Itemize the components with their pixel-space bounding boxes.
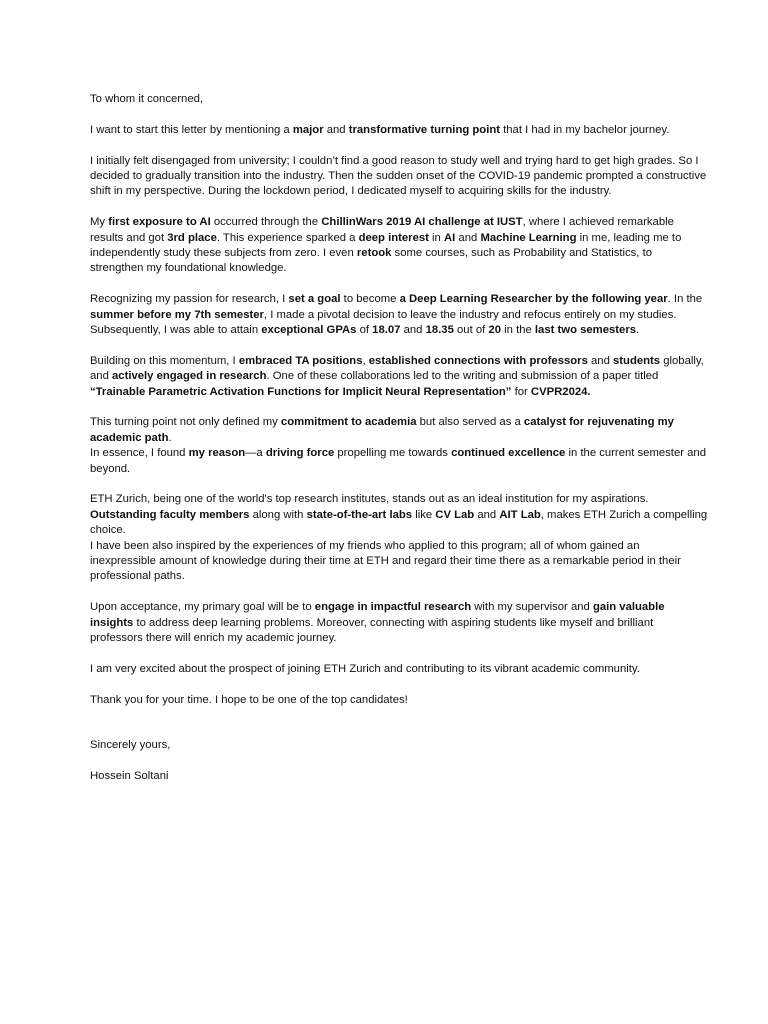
text-run: like: [412, 508, 436, 521]
text-run: My: [90, 216, 109, 229]
text-run: that I had in my bachelor journey.: [500, 123, 670, 136]
bold-text: set a goal: [288, 293, 341, 306]
bold-text: Outstanding faculty members: [90, 508, 250, 521]
bold-text: 18.35: [425, 324, 454, 337]
paragraph-excitement: [90, 662, 708, 677]
bold-text: exceptional GPAs: [261, 324, 357, 337]
bold-text: retook: [356, 247, 392, 260]
text-run: . This experience sparked a: [216, 231, 359, 244]
text-run: along with: [249, 508, 307, 521]
bold-text: driving force: [265, 447, 335, 460]
bold-text: transformative turning point: [348, 123, 500, 136]
paragraph-background: [90, 154, 708, 200]
text-run: in: [428, 231, 444, 244]
paragraph-eth-labs: [90, 508, 708, 539]
bold-text: state-of-the-art labs: [306, 508, 413, 521]
bold-text: catalyst for rejuvenating my academic path: [90, 416, 674, 444]
text-run: in me, leading me to independently study these subjects from zero. I even: [90, 231, 682, 260]
bold-text: 18.07: [372, 324, 401, 337]
text-run: with my supervisor and: [471, 601, 593, 614]
bold-text: 20: [488, 324, 501, 337]
bold-text: deep interest: [358, 231, 429, 244]
bold-text: 3rd place: [167, 231, 217, 244]
text-run: I have been also inspired by the experiences of my friends who applied to this program; all of whom gained an inexpressible amount of knowledge during their time at ETH and regard their time there as a remarkable period in their professional paths.: [90, 539, 681, 583]
bold-text: CV Lab: [435, 508, 475, 521]
bold-text: AIT Lab: [499, 508, 541, 521]
bold-text: students: [613, 354, 661, 367]
text-run: Thank you for your time. I hope to be one of the top candidates!: [90, 693, 408, 706]
text-run: for: [511, 385, 531, 398]
bold-text: ChillinWars 2019 AI challenge at IUST: [321, 216, 523, 229]
text-run: In essence, I found: [90, 447, 189, 460]
bold-text: commitment to academia: [280, 416, 417, 429]
text-run: , makes ETH Zurich a compelling choice.: [90, 508, 708, 537]
bold-text: embraced TA positions: [238, 354, 363, 367]
text-run: I want to start this letter by mentioning a: [90, 123, 293, 136]
text-run: Upon acceptance, my primary goal will be to: [90, 601, 315, 614]
text-run: globally, and: [90, 354, 704, 383]
text-run: of: [356, 324, 373, 337]
letter-closing: Sincerely yours,: [90, 739, 171, 752]
text-run: . One of these collaborations led to the writing and submission of a paper titled: [266, 370, 659, 383]
text-run: and: [474, 508, 500, 521]
bold-text: AI: [443, 231, 456, 244]
letter-greeting: To whom it concerned,: [90, 93, 204, 105]
text-run: . In the: [667, 293, 703, 306]
text-run: to become: [340, 293, 400, 306]
bold-text: my reason: [188, 447, 246, 460]
letter-body: [90, 92, 708, 784]
paragraph-ai-exposure: [90, 215, 708, 277]
paragraph-goals: [90, 600, 708, 646]
bold-text: last two semesters: [534, 324, 637, 337]
text-run: ,: [362, 354, 369, 367]
text-run: ETH Zurich, being one of the world's top research institutes, stands out as an ideal institution for my aspirations.: [90, 493, 649, 506]
paragraph-commitment: [90, 415, 708, 446]
letter-signature: Hossein Soltani: [90, 769, 169, 782]
bold-text: first exposure to AI: [108, 216, 211, 229]
bold-text: major: [292, 123, 324, 136]
text-run: I initially felt disengaged from university; I couldn’t find a good reason to study well and trying hard to get high grades. So I decided to gradually transition into the industry. Then the sudden onset of the COVID-19 pandemic prompted a constructive shift in my perspective. During the lockdown period, I dedicated myself to acquiring skills for the industry.: [90, 154, 707, 198]
paragraph-momentum: [90, 354, 708, 400]
text-run: —a: [245, 447, 266, 460]
paragraph-research-goal: [90, 292, 708, 338]
text-run: and: [400, 324, 426, 337]
bold-text: established connections with professors: [368, 354, 588, 367]
paragraph-thanks: [90, 693, 708, 708]
text-run: some courses, such as Probability and Statistics, to strengthen my foundational knowledge.: [90, 247, 652, 275]
bold-text: continued excellence: [451, 447, 566, 460]
text-run: in the current semester and beyond.: [90, 447, 706, 475]
paragraph-eth-intro: [90, 492, 708, 507]
bold-text: actively engaged in research: [112, 370, 267, 383]
bold-text: engage in impactful research: [314, 601, 472, 614]
text-run: Recognizing my passion for research, I: [90, 293, 289, 306]
text-run: , I made a pivotal decision to leave the industry and refocus entirely on my studies. Subsequently, I was able to attain: [90, 308, 677, 337]
text-run: This turning point not only defined my: [90, 416, 281, 429]
text-run: and: [455, 231, 481, 244]
bold-text: Machine Learning: [480, 231, 577, 244]
text-run: and: [587, 354, 613, 367]
text-run: but also served as a: [416, 416, 524, 429]
text-run: occurred through the: [210, 216, 322, 229]
text-run: Building on this momentum, I: [90, 354, 239, 367]
text-run: I am very excited about the prospect of joining ETH Zurich and contributing to its vibrant academic community.: [90, 662, 640, 675]
text-run: to address deep learning problems. Moreover, connecting with aspiring students like myself and brilliant professors there will enrich my academic journey.: [90, 616, 654, 645]
text-run: and: [323, 123, 349, 136]
text-run: .: [168, 431, 172, 444]
paragraph-turning-point: [90, 123, 708, 138]
text-run: in the: [501, 324, 535, 337]
bold-text: CVPR2024.: [530, 385, 591, 398]
bold-text: gain valuable insights: [90, 601, 665, 629]
bold-text: a Deep Learning Researcher by the following year: [399, 293, 668, 306]
bold-text: “Trainable Parametric Activation Functions for Implicit Neural Representation”: [90, 385, 512, 398]
paragraph-friends: [90, 539, 708, 585]
bold-text: summer before my 7th semester: [90, 308, 264, 321]
text-run: out of: [453, 324, 489, 337]
paragraph-essence: [90, 446, 708, 477]
text-run: .: [636, 324, 640, 337]
text-run: , where I achieved remarkable results and got: [90, 216, 674, 244]
text-run: propelling me towards: [334, 447, 452, 460]
